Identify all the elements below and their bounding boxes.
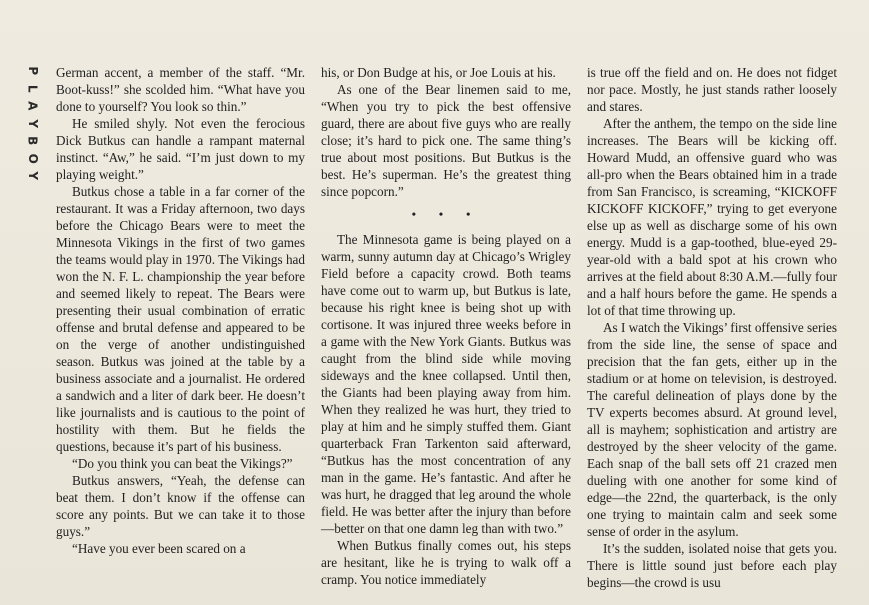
paragraph: As I watch the Vikings’ first offensive series from the side line, the sense of space and precision that the fan gets, either up in the stadium or at home on television, is destroyed. The careful delineation of plays done by the TV experts becomes absurd. At ground level, all is mayhem; sophistication and artistry are destroyed by the sheer velocity of the game. Each snap of the ball sets off 21 crazed men dueling with one another for some kind of edge—the 22nd, the quarterback, is the only one trying to maintain calm and seek some sense of order in the asylum. xyxy=(587,320,837,539)
running-head-letter: O xyxy=(25,153,40,164)
text-column-1 xyxy=(56,64,305,557)
running-head-letter: B xyxy=(25,136,40,146)
running-head-letter: Y xyxy=(25,171,40,181)
text-column-2 xyxy=(321,64,571,588)
running-head-letter: A xyxy=(25,101,40,111)
paragraph: After the anthem, the tempo on the side line increases. The Bears will be kicking off. Howard Mudd, an offensive guard who was all-pro when the Bears obtained him in a trade from San Francisco, is screaming, “KICKOFF KICKOFF KICKOFF,” trying to get everyone else up as well as discharge some of his own energy. Mudd is a gap-toothed, blue-eyed 29-year-old with a bald spot at his crown who arrives at the field about 8:30 A.M.—fully four and a half hours before the game. He spends a lot of that time throwing up. xyxy=(587,116,837,318)
paragraph: “Do you think you can beat the Vikings?” xyxy=(72,456,293,471)
running-head-letter: P xyxy=(25,66,40,76)
running-head-letter: L xyxy=(25,84,40,93)
paragraph: is true off the field and on. He does not fidget nor pace. Mostly, he just stands rather loosely and stares. xyxy=(587,65,837,114)
paragraph: It’s the sudden, isolated noise that gets you. There is little sound just before each play begins—the crowd is usu xyxy=(587,541,837,590)
running-head-letter: Y xyxy=(25,118,40,128)
text-column-3 xyxy=(587,64,837,591)
paragraph: When Butkus finally comes out, his steps are hesitant, like he is trying to walk off a cramp. You notice immediately xyxy=(321,538,571,587)
paragraph: Butkus chose a table in a far corner of the restaurant. It was a Friday afternoon, two days before the Chicago Bears were to meet the Minnesota Vikings in the first of two games the teams would play in 1970. The Vikings had won the N. F. L. championship the year before and seemed likely to repeat. The Bears were presenting their usual combination of erratic offense and brutal defense and appeared to be on the verge of another undistinguished season. Butkus was joined at the table by a business associate and a journalist. He ordered a sandwich and a liter of dark beer. He doesn’t like journalists and is cautious to the point of hostility with them. But he fields the questions, because it’s part of his business. xyxy=(56,184,305,454)
paragraph: “Have you ever been scared on a xyxy=(72,541,246,556)
paragraph: The Minnesota game is being played on a warm, sunny autumn day at Chicago’s Wrigley Field before a capacity crowd. Both teams have come out to warm up, but Butkus is late, because his right knee is being shot up with cortisone. It was injured three weeks before in a game with the New York Giants. Butkus was caught from the blind side while moving sideways and the knee collapsed. Until then, the Giants had been playing away from him. When they realized he was hurt, they tried to play at him and he simply stuffed them. Giant quarterback Fran Tarkenton said afterward, “Butkus has the most concentration of any man in the game. He’s fantastic. And after he was hurt, he dragged that leg around the whole field. He was better after the injury than before—better on that one damn leg than with two.” xyxy=(321,232,571,536)
section-break: • • • xyxy=(411,207,481,221)
running-head xyxy=(20,62,44,185)
paragraph: German accent, a member of the staff. “Mr. Boot-kuss!” she scolded him. “What have you done to yourself? You look so thin.” xyxy=(56,65,305,114)
paragraph: He smiled shyly. Not even the ferocious Dick Butkus can handle a rampant maternal instinct. “Aw,” he said. “I’m just down to my playing weight.” xyxy=(56,116,305,182)
paragraph: his, or Don Budge at his, or Joe Louis at his. xyxy=(321,65,556,80)
paragraph: Butkus answers, “Yeah, the defense can beat them. I don’t know if the offense can score any points. But we can take it to those guys.” xyxy=(56,473,305,539)
paragraph: As one of the Bear linemen said to me, “When you try to pick the best offensive guard, there are about five guys who are really close; it’s hard to pick one. The same thing’s true about most positions. But Butkus is the best. He’s superman. He’s the greatest thing since popcorn.” xyxy=(321,82,571,199)
